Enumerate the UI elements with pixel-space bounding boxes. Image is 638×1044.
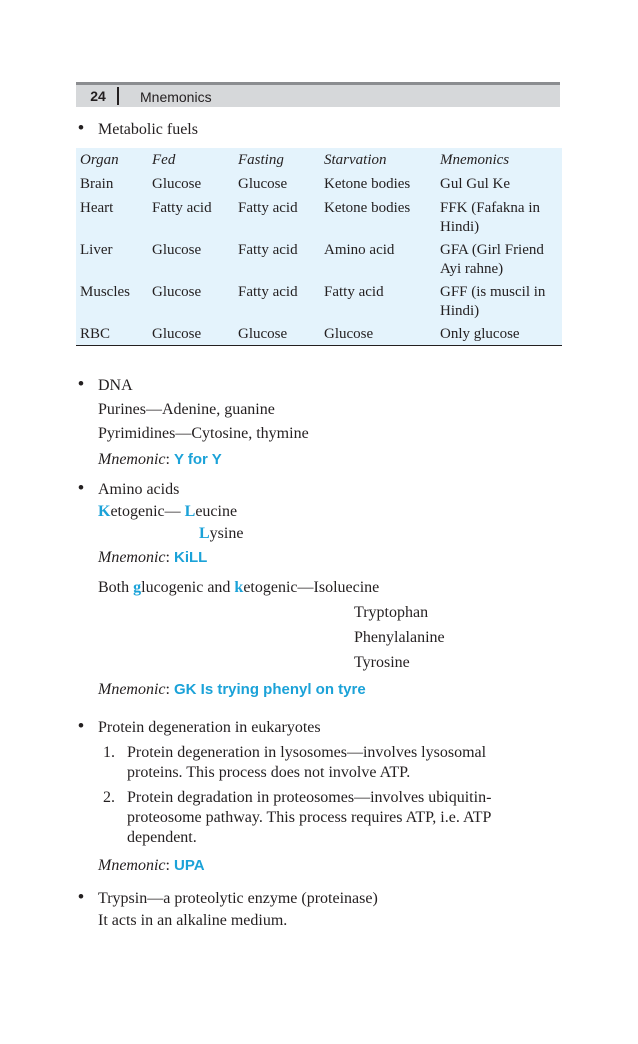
table-cell: FFK (Fafakna in Hindi)	[440, 200, 540, 235]
header-divider	[117, 87, 119, 105]
mnemonic-value: Y for Y	[173, 451, 222, 468]
mnemonic-label: Mnemonic	[98, 681, 166, 698]
table-header: Starvation	[324, 152, 387, 168]
dna-line: Purines—Adenine, guanine	[98, 401, 275, 418]
protein-item-line: proteins. This process does not involve ATP.	[127, 764, 411, 781]
metabolic-fuels-table	[76, 148, 562, 346]
mnemonic-label: Mnemonic	[98, 857, 166, 874]
table-cell: Fatty acid	[238, 242, 298, 258]
ketogenic-line	[98, 502, 237, 522]
table-cell: RBC	[80, 326, 111, 342]
highlight-letter: g	[133, 579, 142, 596]
table-cell: Amino acid	[324, 242, 395, 258]
highlight-letter: L	[184, 503, 196, 520]
table-cell: Only glucose	[440, 326, 520, 342]
amino-mnemonic-1: Mnemonic: KiLL	[98, 549, 208, 566]
table-cell: Fatty acid	[152, 200, 212, 216]
ketogenic-label: etogenic—	[110, 503, 185, 520]
table-cell: Glucose	[238, 326, 288, 342]
mnemonic-value: KiLL	[173, 549, 208, 566]
table-cell: Glucose	[238, 176, 288, 192]
table-cell: Ketone bodies	[324, 200, 411, 216]
table-cell: Glucose	[152, 176, 202, 192]
table-cell: Glucose	[152, 326, 202, 342]
table-cell: Fatty acid	[238, 284, 298, 300]
ketogenic-item: eucine	[195, 503, 238, 520]
highlight-letter: K	[98, 503, 111, 520]
dna-mnemonic: Mnemonic: Y for Y	[98, 451, 222, 468]
table-cell: Fatty acid	[324, 284, 384, 300]
section-title-trypsin: Trypsin—a proteolytic enzyme (proteinase)	[98, 890, 378, 907]
table-cell: Heart	[80, 200, 114, 216]
highlight-letter: L	[199, 525, 210, 542]
dna-line: Pyrimidines—Cytosine, thymine	[98, 425, 309, 442]
page-header	[76, 82, 560, 107]
bullet-icon: •	[78, 887, 84, 906]
amino-acid-item: Isoluecine	[313, 579, 380, 596]
section-title-metabolic: Metabolic fuels	[98, 121, 198, 138]
table-cell: Muscles	[80, 284, 130, 300]
protein-item-line: proteosome pathway. This process requires ATP, i.e. ATP	[127, 809, 492, 826]
section-title-dna: DNA	[98, 377, 133, 394]
list-number: 2.	[103, 789, 115, 806]
mnemonic-value: UPA	[173, 857, 205, 874]
mnemonic-value: GK Is trying phenyl on tyre	[173, 681, 366, 698]
table-cell: Gul Gul Ke	[440, 176, 510, 192]
table-cell: Glucose	[324, 326, 374, 342]
trypsin-line: It acts in an alkaline medium.	[98, 912, 288, 929]
table-header: Fed	[152, 152, 176, 168]
list-number: 1.	[103, 744, 115, 761]
mnemonic-label: Mnemonic	[98, 451, 166, 468]
bullet-icon: •	[78, 478, 84, 497]
table-cell: Ketone bodies	[324, 176, 411, 192]
section-title-amino: Amino acids	[98, 481, 180, 498]
table-header: Fasting	[238, 152, 284, 168]
highlight-letter: k	[234, 579, 244, 596]
amino-acid-item: Tryptophan	[354, 604, 429, 621]
amino-acid-item: Phenylalanine	[354, 629, 445, 646]
amino-acid-item: Tyrosine	[354, 654, 410, 671]
amino-mnemonic-2: Mnemonic: GK Is trying phenyl on tyre	[98, 681, 366, 698]
table-cell: Glucose	[152, 242, 202, 258]
bullet-icon: •	[78, 118, 84, 137]
table-cell: Glucose	[152, 284, 202, 300]
both-prefix: Both	[98, 579, 134, 596]
both-label: etogenic—	[243, 579, 314, 596]
protein-item-line: Protein degradation in proteosomes—involves ubiquitin-	[127, 789, 492, 806]
ketogenic-item: ysine	[209, 525, 244, 542]
mnemonic-label: Mnemonic	[98, 549, 166, 566]
table-cell: Liver	[80, 242, 113, 258]
bullet-icon: •	[78, 374, 84, 393]
protein-item-line: dependent.	[127, 829, 197, 846]
table-header: Mnemonics	[440, 152, 510, 168]
section-title-protein: Protein degeneration in eukaryotes	[98, 719, 321, 736]
table-header: Organ	[80, 152, 119, 168]
table-cell: Brain	[80, 176, 114, 192]
table-cell: GFA (Girl Friend Ayi rahne)	[440, 242, 544, 277]
table-cell: GFF (is muscil in Hindi)	[440, 284, 546, 319]
page-number: 24	[90, 88, 106, 104]
running-title: Mnemonics	[140, 89, 212, 105]
ketogenic-line-2	[199, 524, 243, 544]
both-label: lucogenic and	[141, 579, 235, 596]
protein-mnemonic: Mnemonic: UPA	[98, 857, 205, 874]
protein-item-line: Protein degeneration in lysosomes—involves lysosomal	[127, 744, 487, 761]
bullet-icon: •	[78, 716, 84, 735]
table-cell: Fatty acid	[238, 200, 298, 216]
glucoketogenic-line	[98, 578, 379, 598]
